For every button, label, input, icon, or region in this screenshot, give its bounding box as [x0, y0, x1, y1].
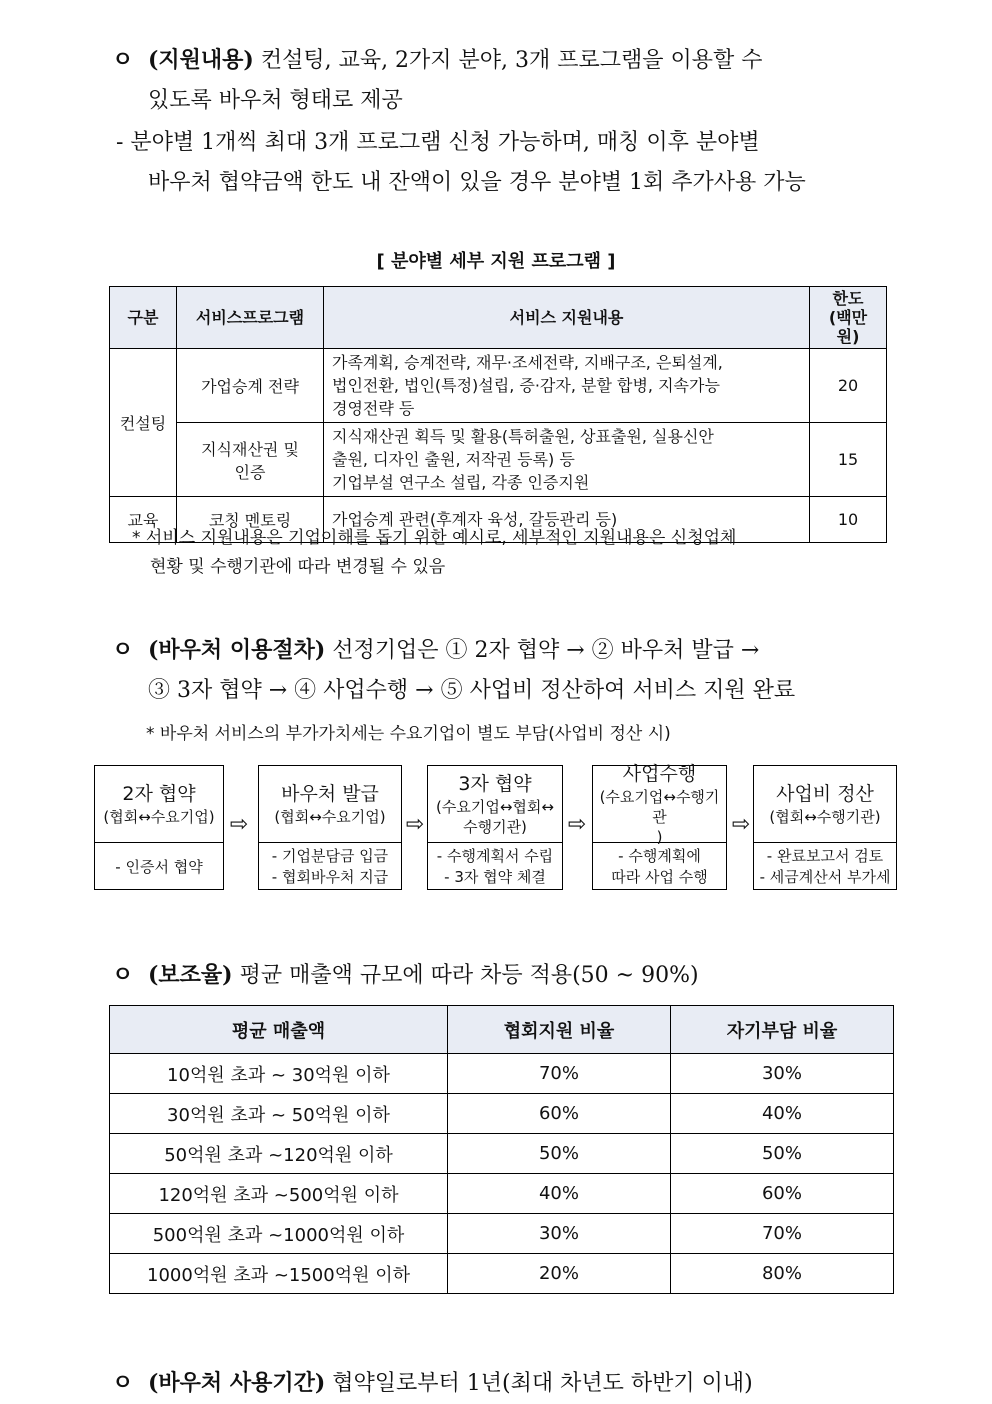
cell-content: 가족계획, 승계전략, 재무·조세전략, 지배구조, 은퇴설계, 법인전환, 법인(특정)설립, 증·감자, 분할 합병, 지속가능 경영전략 등 — [324, 349, 810, 423]
cell-category: 교육 — [110, 497, 177, 543]
flow-arrow-icon: ⇨ — [405, 812, 425, 837]
flow-arrow-icon: ⇨ — [567, 812, 587, 837]
bullet-icon: ㅇ — [112, 1371, 134, 1396]
text-line: 컨설팅, 교육, 2가지 분야, 3개 프로그램을 이용할 수 — [260, 48, 763, 73]
cell-limit: 20 — [810, 349, 887, 423]
flow-step-2: 바우처 발급 (협회↔수요기업) - 기업분담금 입금 - 협회바우처 지급 — [258, 765, 402, 890]
text-line: ③ 3자 협약 → ④ 사업수행 → ⑤ 사업비 정산하여 서비스 지원 완료 — [148, 678, 796, 703]
text-line: - 분야별 1개씩 최대 3개 프로그램 신청 가능하며, 매칭 이후 분야별 — [116, 130, 760, 155]
table-row: 500억원 초과 ~1000억원 이하 30% 70% — [110, 1214, 894, 1254]
flow-arrow-icon: ⇨ — [229, 812, 249, 837]
table-row: 50억원 초과 ~120억원 이하 50% 50% — [110, 1134, 894, 1174]
procedure-note: * 바우처 서비스의 부가가치세는 수요기업이 별도 부담(사업비 정산 시) — [146, 724, 671, 744]
text-line: 평균 매출액 규모에 따라 차등 적용(50 ~ 90%) — [239, 963, 699, 988]
flow-step-1: 2자 협약 (협회↔수요기업) - 인증서 협약 — [94, 765, 224, 890]
bullet-icon: ㅇ — [112, 48, 134, 73]
header-revenue: 평균 매출액 — [110, 1006, 448, 1054]
section-subsidy-rate — [112, 955, 699, 996]
header-content: 서비스 지원내용 — [324, 287, 810, 349]
program-table — [109, 286, 887, 543]
header-limit: 한도 (백만원) — [810, 287, 887, 349]
bullet-icon: ㅇ — [112, 963, 134, 988]
cell-limit: 15 — [810, 423, 887, 497]
header-self-ratio: 자기부담 비율 — [671, 1006, 894, 1054]
header-category: 구분 — [110, 287, 177, 349]
cell-limit: 10 — [810, 497, 887, 543]
section-title: (지원내용) — [148, 47, 254, 73]
cell-category: 컨설팅 — [110, 349, 177, 497]
table-row — [110, 423, 887, 497]
text-line: 바우처 협약금액 한도 내 잔액이 있을 경우 분야별 1회 추가사용 가능 — [148, 170, 806, 195]
table-header-row — [110, 287, 887, 349]
flow-step-4: 사업수행 (수요기업↔수행기관 ) - 수행계획에 따라 사업 수행 — [592, 765, 727, 890]
cell-program: 지식재산권 및 인증 — [177, 423, 324, 497]
text-line: 선정기업은 ① 2자 협약 → ② 바우처 발급 → — [332, 638, 760, 663]
text-line: 협약일로부터 1년(최대 차년도 하반기 이내) — [332, 1371, 753, 1396]
bullet-icon: ㅇ — [112, 638, 134, 663]
flow-step-3: 3자 협약 (수요기업↔협회↔ 수행기관) - 수행계획서 수립 - 3자 협약 체결 — [427, 765, 563, 890]
text-line: 있도록 바우처 형태로 제공 — [148, 88, 403, 113]
subsidy-ratio-table — [109, 1005, 894, 1294]
section-voucher-procedure — [112, 630, 795, 711]
section-usage-period — [112, 1363, 753, 1404]
cell-content: 가업승계 관련(후계자 육성, 갈등관리 등) — [324, 497, 810, 543]
flow-step-5: 사업비 정산 (협회↔수행기관) - 완료보고서 검토 - 세금계산서 부가세 — [753, 765, 897, 890]
header-program: 서비스프로그램 — [177, 287, 324, 349]
section-title: (보조율) — [148, 962, 233, 988]
section-support-content — [112, 40, 806, 203]
table-row — [110, 349, 887, 423]
table-row: 10억원 초과 ~ 30억원 이하 70% 30% — [110, 1054, 894, 1094]
table-row: 120억원 초과 ~500억원 이하 40% 60% — [110, 1174, 894, 1214]
program-table-note: * 서비스 지원내용은 기업이해를 돕기 위한 예시로, 세부적인 지원내용은 신청업체 현황 및 수행기관에 따라 변경될 수 있음 — [132, 528, 737, 577]
section-title: (바우처 이용절차) — [148, 637, 326, 663]
table-row: 1000억원 초과 ~1500억원 이하 20% 80% — [110, 1254, 894, 1294]
table-header-row — [110, 1006, 894, 1054]
header-support-ratio: 협회지원 비율 — [448, 1006, 671, 1054]
cell-program: 코칭 멘토링 — [177, 497, 324, 543]
program-table-caption: [ 분야별 세부 지원 프로그램 ] — [376, 251, 616, 272]
section-title: (바우처 사용기간) — [148, 1370, 326, 1396]
flow-arrow-icon: ⇨ — [731, 812, 751, 837]
cell-content: 지식재산권 획득 및 활용(특허출원, 상표출원, 실용신안 출원, 디자인 출원, 저작권 등록) 등 기업부설 연구소 설립, 각종 인증지원 — [324, 423, 810, 497]
table-row: 30억원 초과 ~ 50억원 이하 60% 40% — [110, 1094, 894, 1134]
cell-program: 가업승계 전략 — [177, 349, 324, 423]
